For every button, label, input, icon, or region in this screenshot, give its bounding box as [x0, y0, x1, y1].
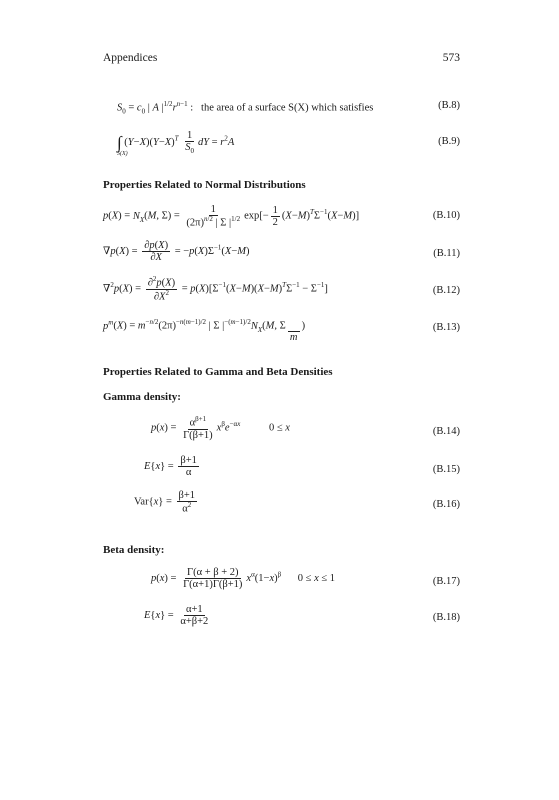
- equation-b8-body: $S_0 = c_0$ | A $|^{1/2}r^{n-1}$ : the area of a surface S(X) which satisfies: [117, 100, 374, 116]
- equation-b10-body: $p(X) = N_X(M$, Σ) = $\frac{1}{(2\pi)^{n/2} | \Sigma |^{1/2}}$ exp[− $\frac{1}{2}$ $(X-M)^T\Sigma^{-1}(X-M)$]: [103, 204, 360, 229]
- equation-label: (B.9): [438, 136, 460, 147]
- equation-label: (B.12): [432, 285, 460, 296]
- equation-b16-body: Var{x} = $\frac{\beta+1}{\alpha^2}$: [134, 490, 196, 515]
- equation-label: (B.16): [432, 499, 460, 510]
- equation-label: (B.11): [433, 248, 460, 259]
- equation-b15-body: E{x} = $\frac{\beta+1}{\alpha}$: [144, 455, 197, 479]
- subheading-beta: Beta density:: [103, 544, 165, 556]
- equation-b9-body: ∫ S(X) $(Y-X)(Y-X)^T$ $\frac{1}{S_0}$ dY = $r^2A$: [117, 130, 235, 157]
- equation-label: (B.17): [432, 576, 460, 587]
- equation-b14-body: p(x) = $\frac{\alpha^{\beta+1}}{\Gamma(\beta+1)}$ $x^\beta e^{-\alpha x}$ 0 ≤ x: [151, 415, 290, 441]
- equation-b13-body: $p^m(X) = m^{-n/2}(2\pi)^{-n(m-1)/2}$ | Σ $|^{-(m-1)/2}N_X(M$, Σ m ): [103, 318, 306, 344]
- running-header: Appendices: [103, 52, 158, 64]
- page-number: 573: [442, 52, 460, 64]
- equation-label: (B.10): [432, 210, 460, 221]
- section-heading-gamma-beta: Properties Related to Gamma and Beta Densities: [103, 366, 333, 378]
- subheading-gamma: Gamma density:: [103, 391, 181, 403]
- equation-b12-body: ∇$^2$p(X) = $\frac{\partial^2p(X)}{\partial X^2}$ = $p(X)[\Sigma^{-1}(X-M)(X-M)^T\Sigma^{-1} - \Sigma^{-1}]$: [103, 275, 328, 303]
- section-heading-normal: Properties Related to Normal Distributions: [103, 179, 306, 191]
- equation-label: (B.13): [432, 322, 460, 333]
- equation-label: (B.14): [432, 426, 460, 437]
- equation-label: (B.15): [432, 464, 460, 475]
- equation-b11-body: ∇p(X) = $\frac{\partial p(X)}{\partial X}$ = $-p(X)\Sigma^{-1}(X-M)$: [103, 240, 250, 264]
- equation-b8-text: the area of a surface S(X) which satisfies: [201, 102, 374, 114]
- equation-label: (B.18): [432, 612, 460, 623]
- equation-label: (B.8): [438, 100, 460, 111]
- equation-b17-body: p(x) = $\frac{\Gamma(\alpha + \beta + 2)}{\Gamma(\alpha+1)\Gamma(\beta+1)}$ $x^\alpha(1-x)^\beta$ 0 ≤ x ≤ 1: [151, 567, 335, 591]
- equation-b18-body: E{x} = $\frac{\alpha+1}{\alpha+\beta+2}$: [144, 604, 209, 628]
